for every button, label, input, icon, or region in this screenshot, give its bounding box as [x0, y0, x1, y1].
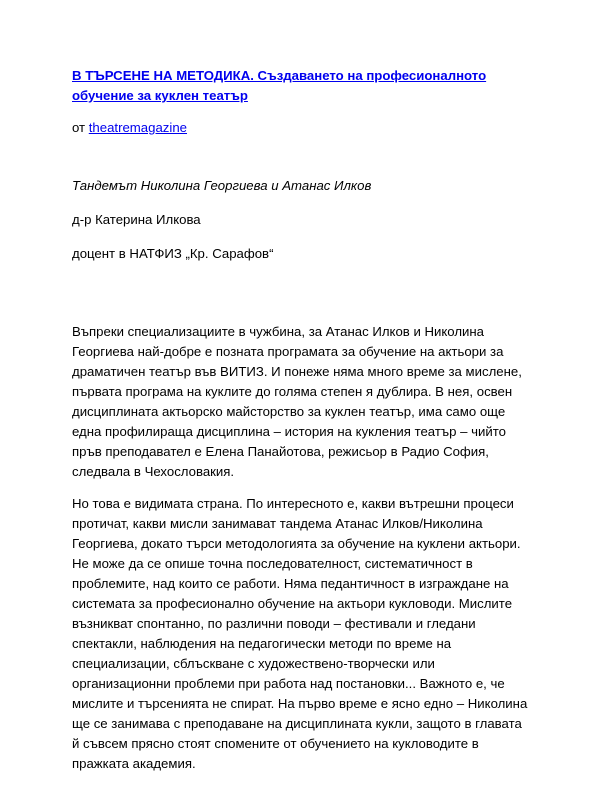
byline-source-link[interactable]: theatremagazine	[88, 120, 187, 135]
body-paragraph-2: Но това е видимата страна. По интересното е, какви вътрешни процеси протичат, какви мисли занимават тандема Атанас Илков/Николина Георгиева, докато търси методологията за обучение на куклени актьори. Не може да се опише точна последователност, систематичност в проблемите, над които се работи. Няма педантичност в изграждане на системата за професионално обучение на актьори кукловоди. Мислите възникват спонтанно, по различни поводи – фестивали и гледани спектакли, наблюдения на педагогически методи по време на специализации, сблъскване с художествено-творчески или организационни проблеми при работа над постановки... Важното е, че мислите и търсенията не спират. На първо време е ясно едно – Николина ще се занимава с преподаване на дисциплината кукли, защото в главата й съвсем прясно стоят спомените от обучението на кукловодите в пражката академия.	[72, 496, 528, 771]
article-title-line-2: обучение за куклен театър	[72, 88, 248, 103]
body-paragraph-1: Въпреки специализациите в чужбина, за Атанас Илков и Николина Георгиева най-добре е позната програмата за обучение на актьори за драматичен театър във ВИТИЗ. И понеже няма много време за мислене, първата програма на куклите до голяма степен я дублира. В нея, освен дисциплината актьорско майсторство за куклен театър, има само още една профилираща дисциплина – история на кукления театър – чийто пръв преподавател е Елена Панайотова, режисьор в Радио София, следвала в Чехословакия.	[72, 324, 522, 479]
article-title	[72, 66, 532, 106]
author-position: доцент в НАТФИЗ „Кр. Сарафов“	[72, 246, 274, 261]
byline-prefix: от	[72, 120, 89, 135]
article-title-line-1: В ТЪРСЕНЕ НА МЕТОДИКА. Създаването на професионалното	[72, 68, 487, 83]
article-title-link[interactable]	[72, 68, 486, 103]
byline	[72, 118, 532, 138]
document-page	[72, 66, 532, 774]
article-subtitle: Тандемът Николина Георгиева и Атанас Илков	[72, 178, 372, 193]
author-name: д-р Катерина Илкова	[72, 212, 201, 227]
